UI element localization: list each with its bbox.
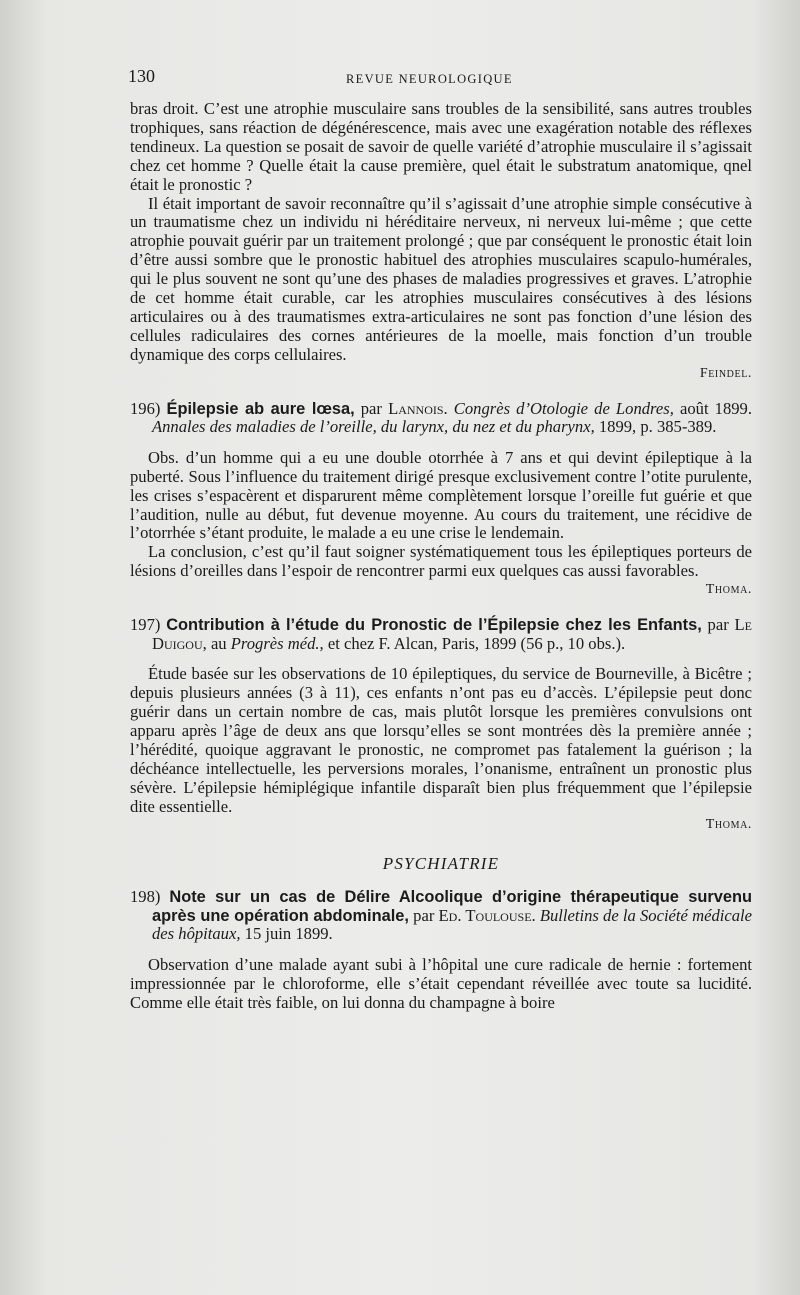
entry-title: Épilepsie ab aure lœsa, — [166, 399, 355, 418]
entry-date: 15 juin 1899. — [240, 924, 333, 944]
reviewer-signature: Feindel. — [699, 365, 752, 381]
entry-author: Ed. Toulouse. — [438, 905, 536, 925]
entry-heading-197 — [130, 616, 752, 653]
entry-date: août 1899. — [673, 398, 753, 418]
entry-number: 197) — [130, 615, 161, 635]
paragraph: La conclusion, c’est qu’il faut soigner systématiquement tous les épileptiques porteurs de lésions d’oreilles dans l’espoir de rencontrer parmi eux quelques cas aussi favorables. — [130, 542, 752, 581]
pre-source-text: au — [206, 633, 231, 653]
reviewer-signature: Thoma. — [705, 582, 752, 598]
page-number: 130 — [128, 66, 155, 86]
by-text: par — [408, 905, 439, 925]
paragraph: Obs. d’un homme qui a eu une double otorrhée à 7 ans et qui devint épileptique à la puberté. Sous l’influence du traitement dirigé presque exclusivement contre l’otite purulente, les crises s’espacèrent et disparurent même complètement lorsque l’oreille fut guérie et que l’audition, nulle au début, fut devenue moyenne. Au cours du traitement, une récidive de l’otorrhée s’étant produite, le malade a eu une crise le lendemain. — [130, 447, 752, 543]
entry-number: 198) — [130, 887, 161, 907]
entry-publisher: et chez F. Alcan, Paris, 1899 (56 p., 10 obs.). — [323, 633, 626, 653]
entry-source: Bulletins de la Société médicale des hôpitaux, — [152, 905, 752, 944]
section-title: PSYCHIATRIE — [382, 854, 500, 874]
paragraph: Observation d’une malade ayant subi à l’hôpital une cure radicale de hernie : fortement impressionnée par le chloroforme, elle s’était cependant réveillée avec toute sa lucidité. Comme elle était très faible, on lui donna du champagne à boire — [130, 955, 752, 1012]
article-body — [130, 100, 752, 1013]
by-text: par — [354, 398, 389, 418]
entry-source: Congrès d’Otologie de Londres, — [447, 398, 674, 418]
running-title: REVUE NEUROLOGIQUE — [346, 72, 513, 86]
entry-author: Lannois. — [388, 398, 448, 418]
by-text: par — [701, 615, 735, 635]
page-header — [128, 66, 748, 94]
entry-date: 1899, p. 385-389. — [594, 417, 717, 437]
entry-heading-196 — [130, 400, 752, 437]
entry-heading-198 — [130, 888, 752, 944]
entry-author: Le Duigou, — [152, 615, 752, 653]
entry-source: Annales des maladies de l’oreille, du larynx, du nez et du pharynx, — [152, 417, 595, 437]
paragraph: Étude basée sur les observations de 10 épileptiques, du service de Bourneville, à Bicêtre ; depuis plusieurs années (3 à 11), ces enfants n’ont pas eu d’accès. L’épilepsie peut donc guérir dans un certain nombre de cas, mais plutôt lorsque les premières convulsions ont apparu après l’âge de deux ans que lorsqu’elles se sont montrées dès la première année ; l’hérédité, quoique aggravant le pronostic, ne compromet pas fatalement la guérison ; la déchéance intellectuelle, les perversions morales, l’onanisme, entraînent un pronostic plus sévère. L’épilepsie hémiplégique infantile disparaît bien plus fréquemment que l’épilepsie dite essentielle. — [130, 664, 752, 816]
paragraph: Il était important de savoir reconnaître qu’il s’agissait d’une atrophie simple consécutive à un traumatisme chez un individu ni héréditaire nerveux, ni nerveux lui-même ; que cette atrophie pouvait guérir par un traitement prolongé ; que par conséquent le pronostic était loin d’être aussi sombre que le pronostic habituel des atrophies musculaires scapulo-humérales, qui le plus souvent ne sont qu’une des phases de maladies progressives et graves. L’atrophie de cet homme était curable, car les atrophies musculaires consécutives à des lésions articulaires ou à des traumatismes extra-articulaires ne sont pas fonction d’une lésion des cellules radiculaires des cornes antérieures de la moelle, mais fonction d’un trouble dynamique des corps cellulaires. — [130, 193, 752, 364]
paragraph: bras droit. C’est une atrophie musculaire sans troubles de la sensibilité, sans autres troubles trophiques, sans réaction de dégénérescence, mais avec une exagération notable des réflexes tendineux. La question se posait de savoir de quelle variété d’atrophie musculaire il s’agissait chez cet homme ? Quelle était la cause première, quel était le substratum anatomique, qnel était le pronostic ? — [130, 99, 752, 194]
reviewer-signature: Thoma. — [705, 817, 752, 833]
entry-title: Contribution à l’étude du Pronostic de l’Épilepsie chez les Enfants, — [166, 616, 702, 635]
entry-source: Progrès méd., — [230, 633, 324, 653]
entry-title: Note sur un cas de Délire Alcoolique d’origine thérapeutique survenu après une opération abdominale, — [152, 888, 752, 925]
entry-number: 196) — [130, 398, 161, 418]
